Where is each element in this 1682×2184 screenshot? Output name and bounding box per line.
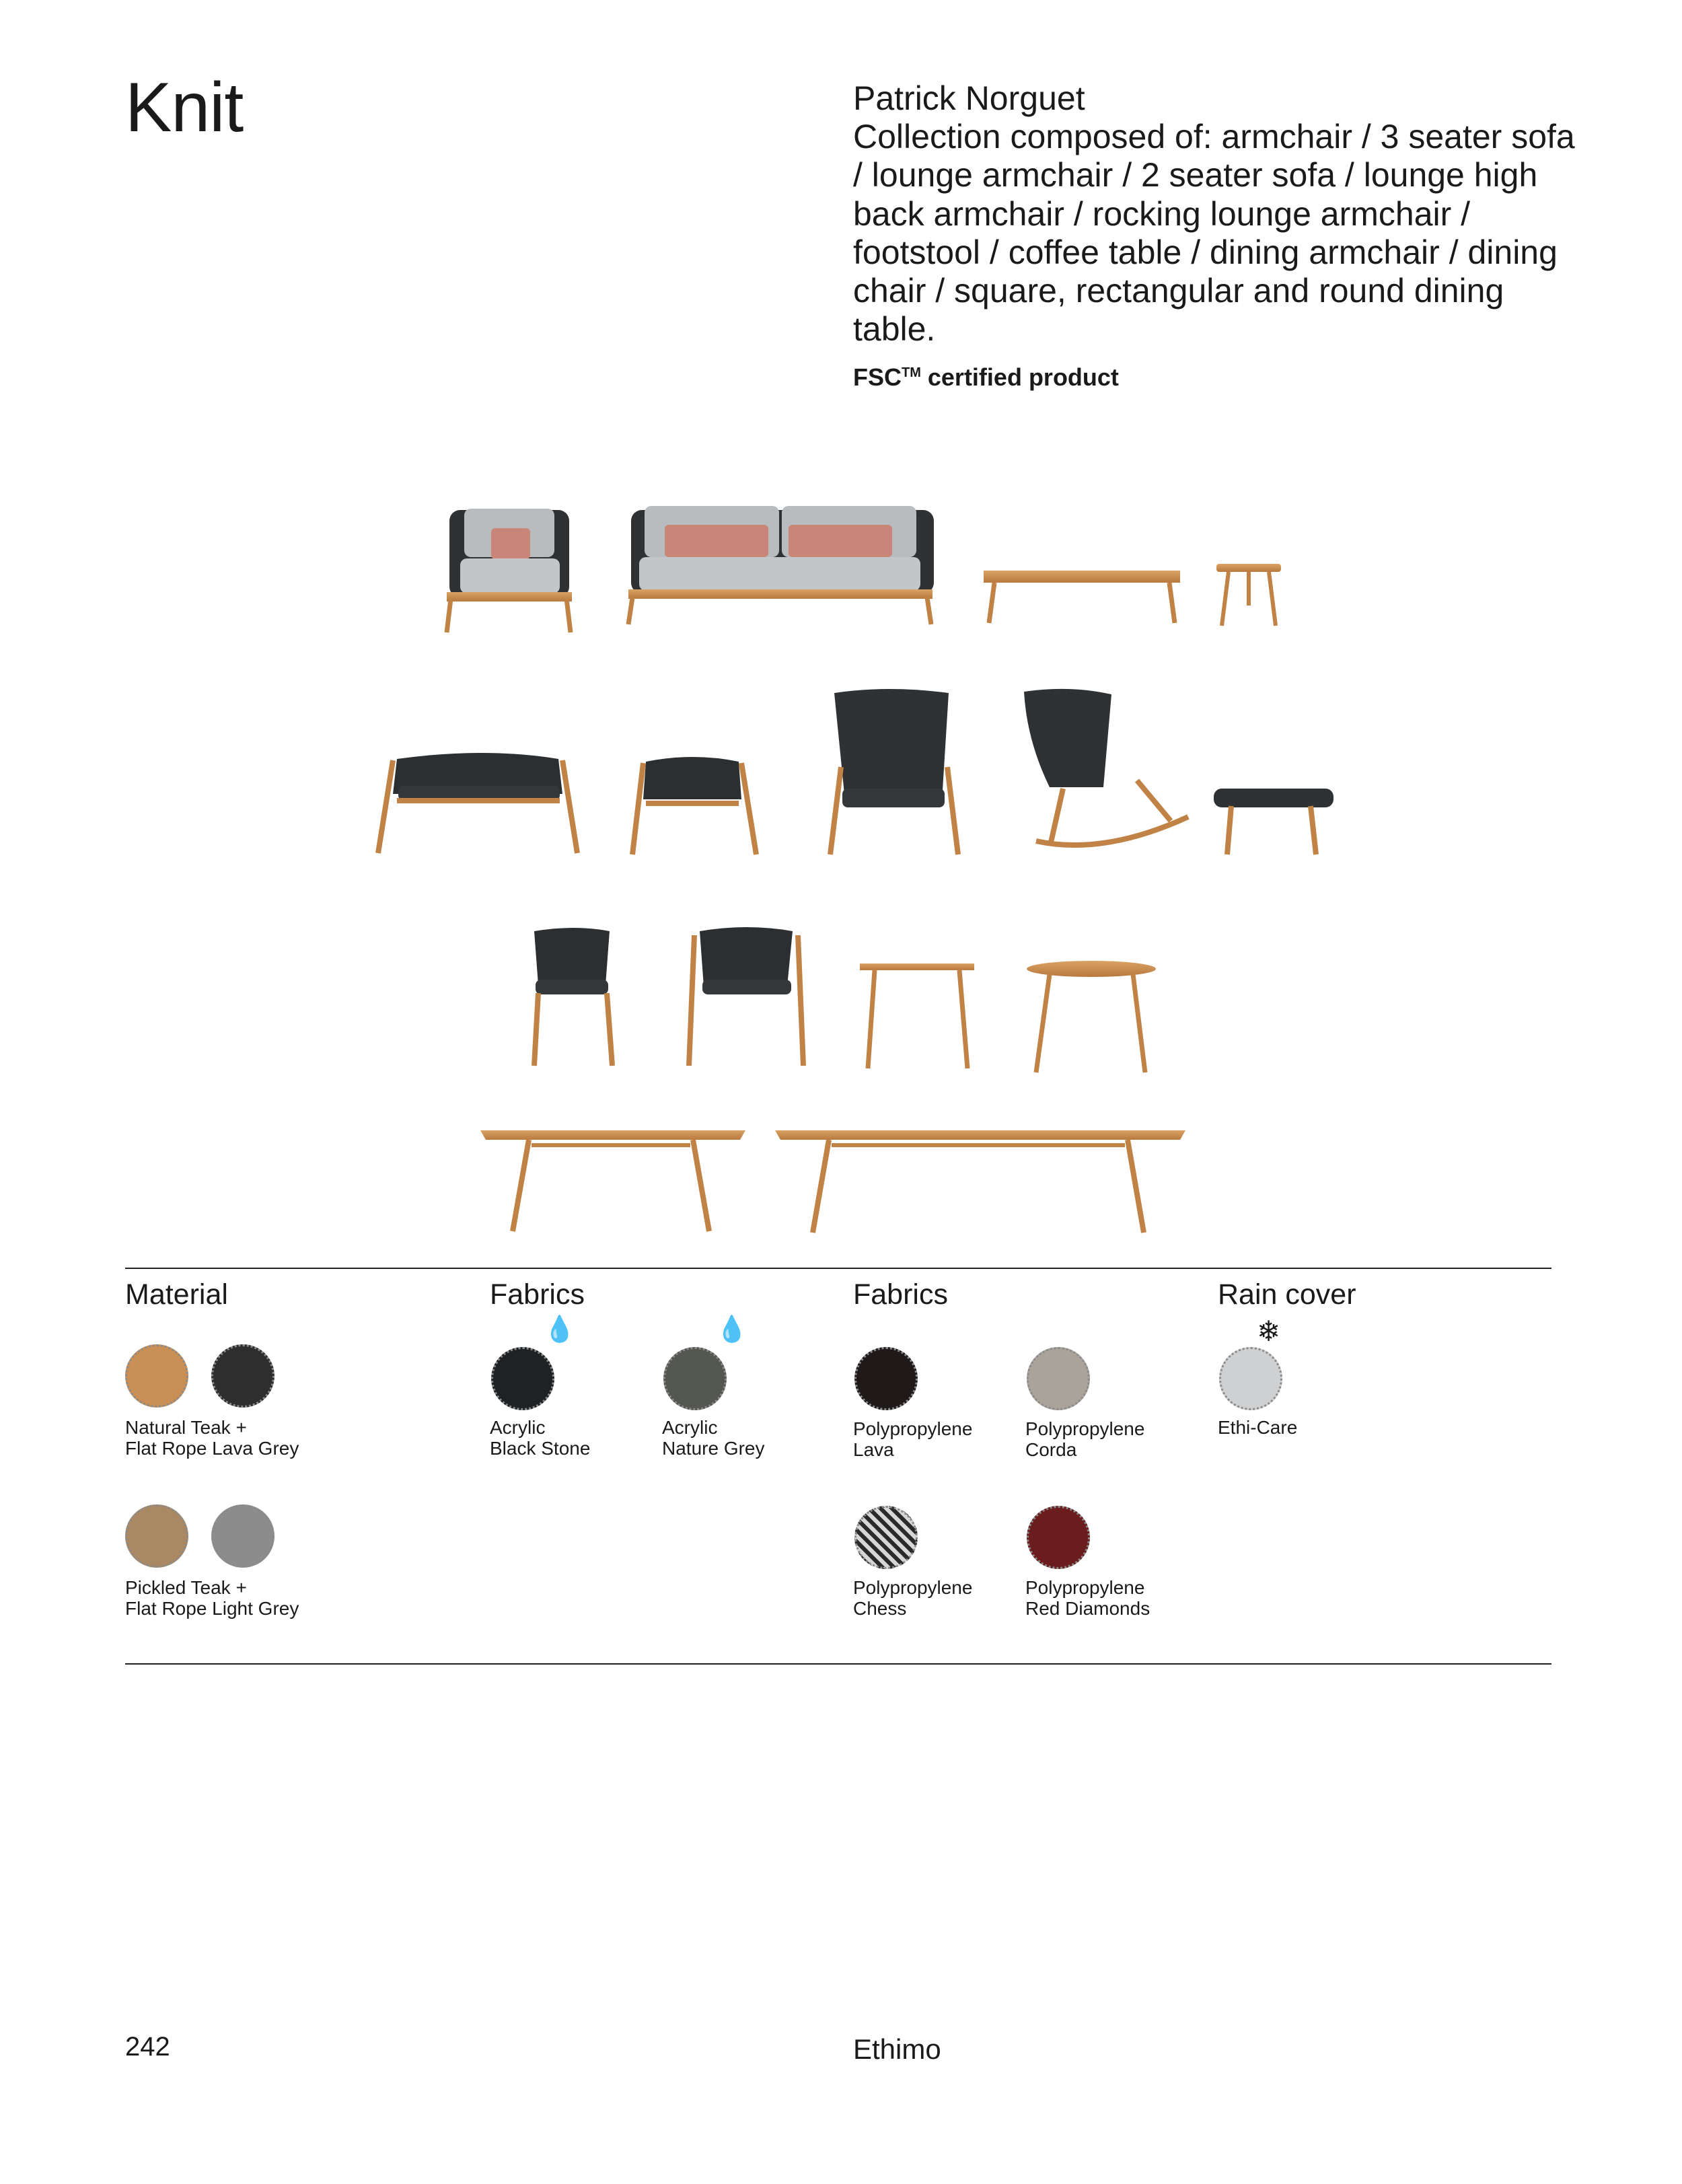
corda-caption: [1025, 1418, 1144, 1460]
lounge-armchair-image: [632, 757, 756, 854]
trademark-mark: TM: [902, 365, 921, 380]
red-diamonds-swatch: [1027, 1506, 1090, 1569]
footstool-image: [1214, 789, 1333, 854]
caption-line: Flat Rope Light Grey: [125, 1598, 299, 1619]
rain-cover-heading: Rain cover: [1218, 1278, 1356, 1311]
caption-line: Nature Grey: [662, 1438, 765, 1459]
fsc-text: FSC: [853, 363, 902, 391]
top-divider: [125, 1268, 1551, 1269]
light-grey-rope-swatch: [211, 1504, 275, 1568]
long-dining-table-image: [775, 1130, 1185, 1233]
coffee-table-image: [984, 571, 1180, 623]
caption-line: Pickled Teak +: [125, 1577, 247, 1598]
caption-line: Natural Teak +: [125, 1417, 247, 1438]
fabrics-heading-2: Fabrics: [853, 1278, 948, 1311]
black-stone-swatch: [491, 1347, 554, 1410]
caption-line: Polypropylene: [853, 1418, 973, 1439]
caption-line: Acrylic: [662, 1417, 718, 1438]
water-drop-icon: 💧: [716, 1315, 748, 1344]
rocking-armchair-image: [1024, 689, 1188, 845]
caption-line: Ethi-Care: [1218, 1417, 1298, 1438]
page-number: 242: [125, 2032, 170, 2062]
caption-line: Black Stone: [490, 1438, 591, 1459]
snowflake-icon: ❄: [1257, 1315, 1281, 1347]
nature-grey-swatch: [663, 1347, 727, 1410]
square-dining-table-image: [860, 963, 974, 1068]
natural-teak-caption: [125, 1417, 299, 1459]
designer-name: Patrick Norguet: [853, 79, 1085, 117]
ethicare-swatch: [1219, 1347, 1282, 1410]
caption-line: Red Diamonds: [1025, 1598, 1150, 1619]
lava-swatch: [854, 1347, 918, 1410]
ethicare-caption: [1218, 1417, 1297, 1438]
fabrics-heading: Fabrics: [490, 1278, 585, 1311]
caption-line: Flat Rope Lava Grey: [125, 1438, 299, 1459]
page-title: Knit: [125, 69, 244, 147]
black-stone-caption: [490, 1417, 590, 1459]
caption-line: Lava: [853, 1439, 894, 1460]
three-seater-sofa-image: [628, 506, 934, 624]
caption-line: Acrylic: [490, 1417, 546, 1438]
dining-armchair-image: [689, 927, 803, 1066]
collection-description: Collection composed of: armchair / 3 seater sofa / lounge armchair / 2 seater sofa / lounge high back armchair / rocking lounge armchair / footstool / coffee table / dining armchair / dining chair / square, rectangular and round dining table.: [853, 118, 1575, 349]
caption-line: Corda: [1025, 1439, 1077, 1460]
round-dining-table-image: [1027, 961, 1156, 1072]
red-diamonds-caption: [1025, 1577, 1150, 1619]
lava-grey-rope-swatch: [211, 1344, 275, 1408]
caption-line: Polypropylene: [1025, 1577, 1145, 1598]
armchair-image: [447, 509, 572, 632]
bottom-divider: [125, 1663, 1551, 1665]
pickled-teak-swatch: [125, 1504, 188, 1568]
caption-line: Polypropylene: [1025, 1418, 1145, 1439]
nature-grey-caption: [662, 1417, 765, 1459]
chess-caption: [853, 1577, 972, 1619]
two-seater-sofa-image: [378, 753, 577, 853]
natural-teak-swatch: [125, 1344, 188, 1408]
lava-caption: [853, 1418, 972, 1460]
corda-swatch: [1027, 1347, 1090, 1410]
chess-swatch: [854, 1506, 918, 1569]
water-drop-icon: 💧: [544, 1315, 576, 1344]
fsc-suffix: certified product: [920, 363, 1119, 391]
brand-name: Ethimo: [853, 2033, 941, 2065]
rectangular-dining-table-image: [480, 1130, 745, 1231]
caption-line: Polypropylene: [853, 1577, 973, 1598]
side-table-image: [1216, 564, 1281, 626]
high-back-armchair-image: [830, 689, 958, 854]
pickled-teak-caption: [125, 1577, 299, 1619]
material-heading: Material: [125, 1278, 228, 1311]
caption-line: Chess: [853, 1598, 907, 1619]
dining-chair-image: [534, 928, 612, 1066]
